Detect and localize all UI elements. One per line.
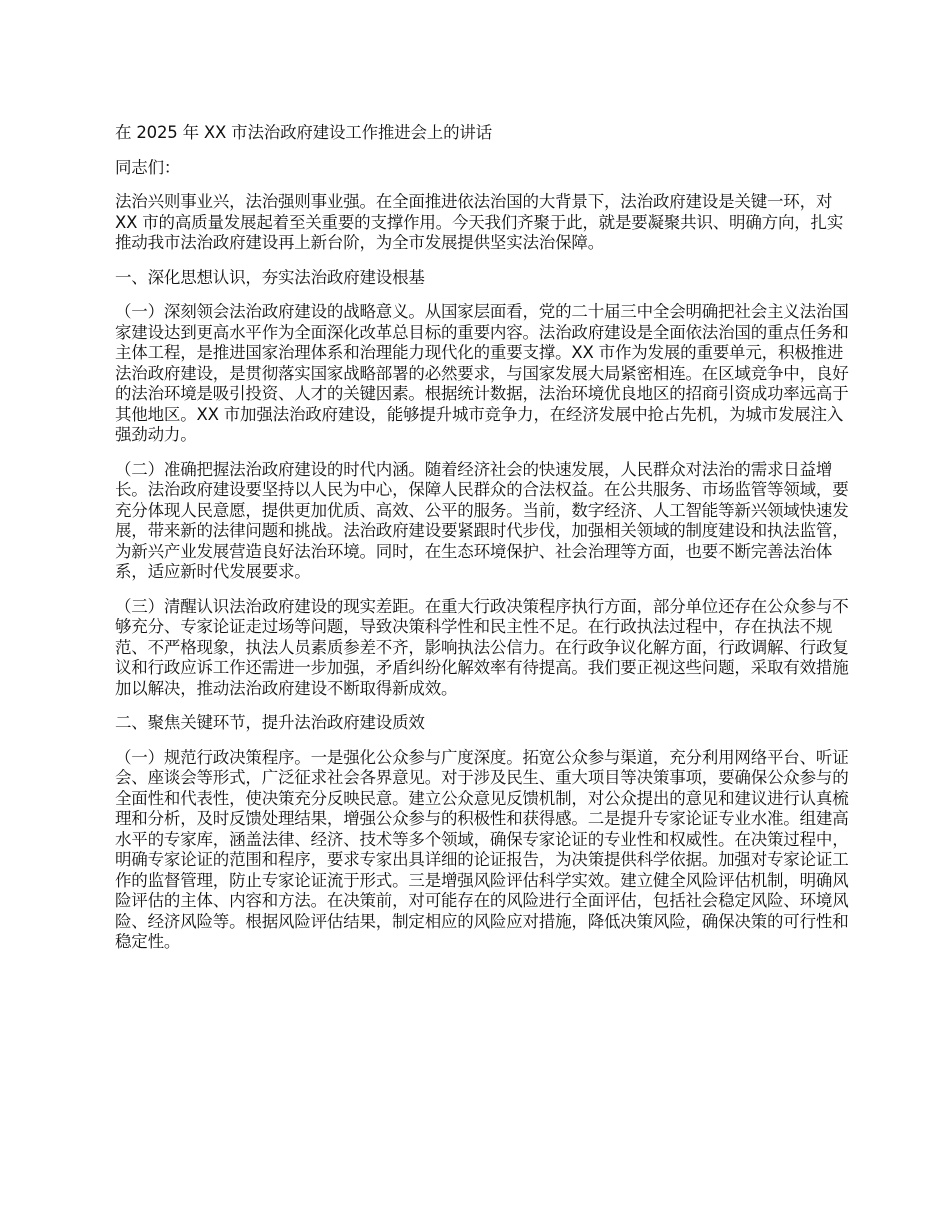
document-title: 在 2025 年 XX 市法治政府建设工作推进会上的讲话 bbox=[115, 123, 492, 142]
section-2-paragraph-1: （一）规范行政决策程序。一是强化公众参与广度深度。拓宽公众参与渠道，充分利用网络平台、听证会、座谈会等形式，广泛征求社会各界意见。对于涉及民生、重大项目等决策事项，要确保公众参与的全面性和代表性，使决策充分反映民意。建立公众意见反馈机制，对公众提出的意见和建议进行认真梳理和分析，及时反馈处理结果，增强公众参与的积极性和获得感。二是提升专家论证专业水准。组建高水平的专家库，涵盖法律、经济、技术等多个领域，确保专家论证的专业性和权威性。在决策过程中，明确专家论证的范围和程序，要求专家出具详细的论证报告，为决策提供科学依据。加强对专家论证工作的监督管理，防止专家论证流于形式。三是增强风险评估科学实效。建立健全风险评估机制，明确风险评估的主体、内容和方法。在决策前，对可能存在的风险进行全面评估，包括社会稳定风险、环境风险、经济风险等。根据风险评估结果，制定相应的风险应对措施，降低决策风险，确保决策的可行性和稳定性。 bbox=[115, 747, 849, 951]
salutation: 同志们： bbox=[115, 157, 181, 177]
section-1-heading: 一、深化思想认识，夯实法治政府建设根基 bbox=[115, 267, 425, 287]
section-1-paragraph-3: （三）清醒认识法治政府建设的现实差距。在重大行政决策程序执行方面，部分单位还存在公众参与不够充分、专家论证走过场等问题，导致决策科学性和民主性不足。在行政执法过程中，存在执法不规范、不严格现象，执法人员素质参差不齐，影响执法公信力。在行政争议化解方面，行政调解、行政复议和行政应诉工作还需进一步加强，矛盾纠纷化解效率有待提高。我们要正视这些问题，采取有效措施加以解决，推动法治政府建设不断取得新成效。 bbox=[115, 596, 849, 698]
section-1-paragraph-2: （二）准确把握法治政府建设的时代内涵。随着经济社会的快速发展，人民群众对法治的需求日益增长。法治政府建设要坚持以人民为中心，保障人民群众的合法权益。在公共服务、市场监管等领域，要充分体现人民意愿，提供更加优质、高效、公平的服务。当前，数字经济、人工智能等新兴领域快速发展，带来新的法律问题和挑战。法治政府建设要紧跟时代步伐，加强相关领域的制度建设和执法监管，为新兴产业发展营造良好法治环境。同时，在生态环境保护、社会治理等方面，也要不断完善法治体系，适应新时代发展要求。 bbox=[115, 459, 849, 581]
section-1-paragraph-1: （一）深刻领会法治政府建设的战略意义。从国家层面看，党的二十届三中全会明确把社会主义法治国家建设达到更高水平作为全面深化改革总目标的重要内容。法治政府建设是全面依法治国的重点任务和主体工程，是推进国家治理体系和治理能力现代化的重要支撑。XX 市作为发展的重要单元，积极推进法治政府建设，是贯彻落实国家战略部署的必然要求，与国家发展大局紧密相连。在区域竞争中，良好的法治环境是吸引投资、人才的关键因素。根据统计数据，法治环境优良地区的招商引资成功率远高于其他地区。XX 市加强法治政府建设，能够提升城市竞争力，在经济发展中抢占先机，为城市发展注入强劲动力。 bbox=[115, 302, 849, 444]
document-page bbox=[115, 123, 850, 967]
intro-paragraph: 法治兴则事业兴，法治强则事业强。在全面推进依法治国的大背景下，法治政府建设是关键一环，对 XX 市的高质量发展起着至关重要的支撑作用。今天我们齐聚于此，就是要凝聚共识、明确方向，扎实推动我市法治政府建设再上新台阶，为全市发展提供坚实法治保障。 bbox=[115, 192, 844, 252]
section-2-heading: 二、聚焦关键环节，提升法治政府建设质效 bbox=[115, 713, 425, 732]
